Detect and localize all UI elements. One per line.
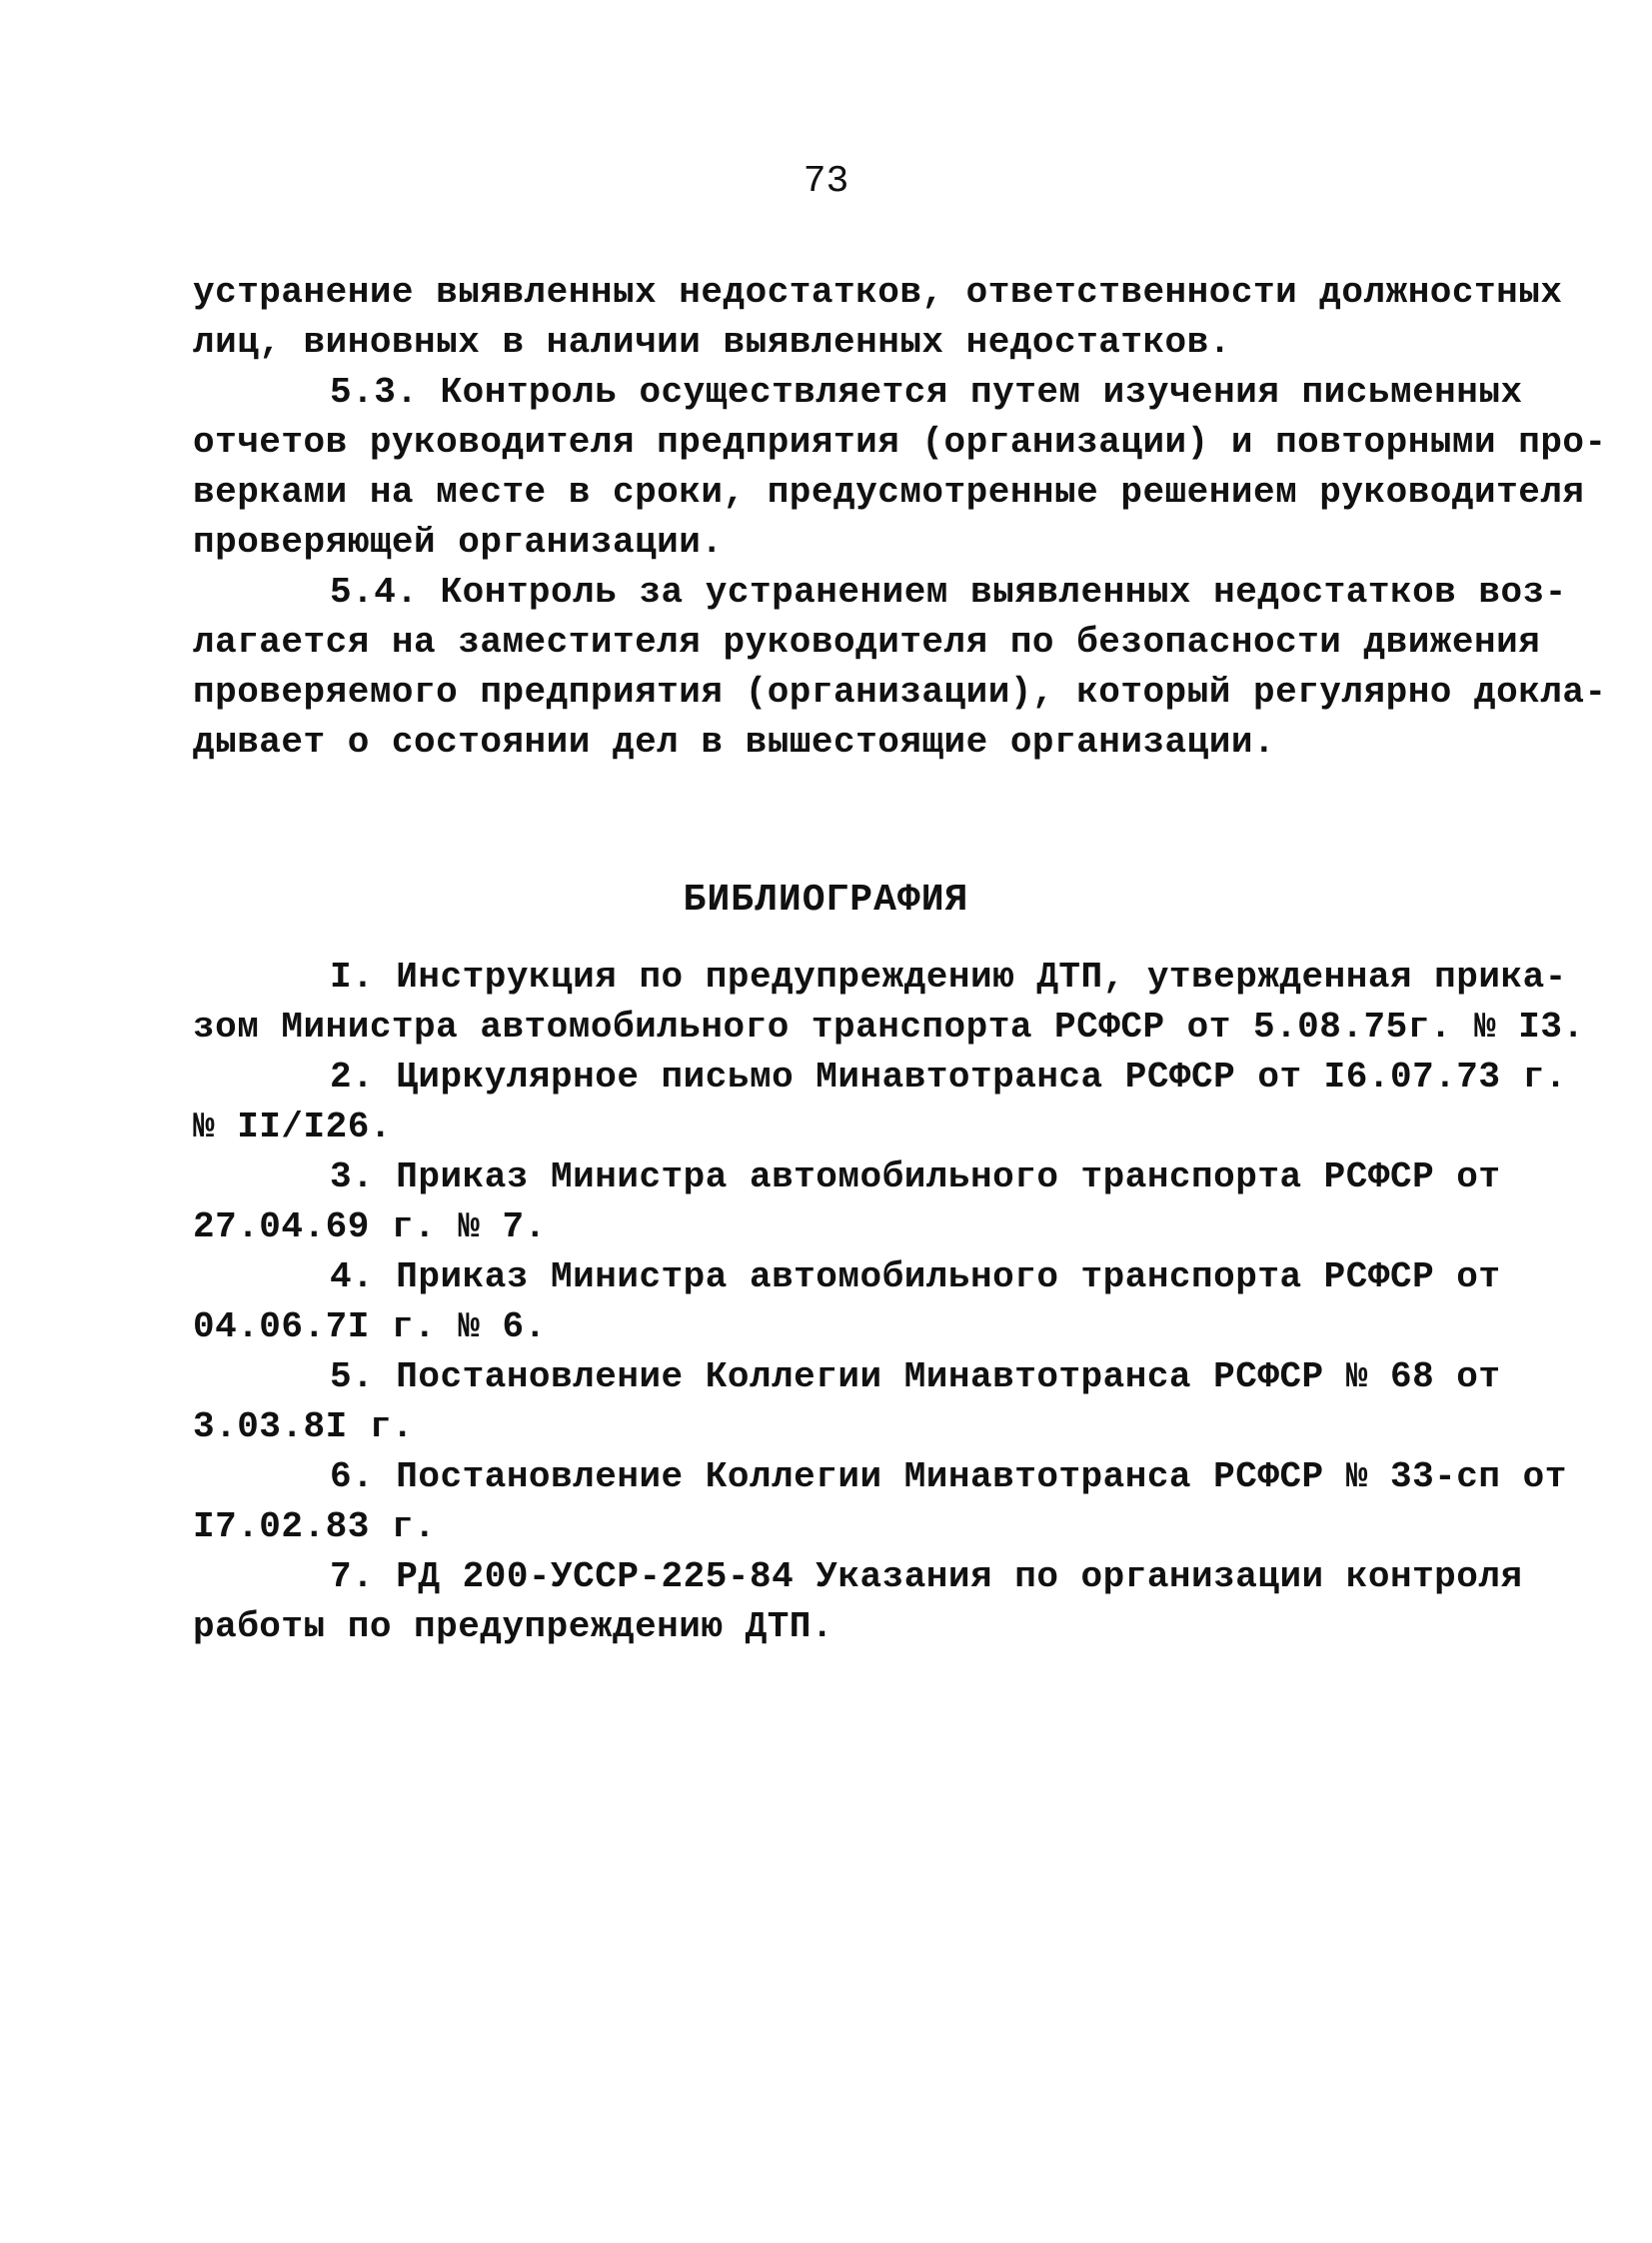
- section5-line-9: проверяемого предприятия (организации), который регулярно докла-: [193, 672, 1607, 713]
- bib-line-8: 04.06.7I г. № 6.: [193, 1306, 547, 1347]
- bibliography-title: БИБЛИОГРАФИЯ: [683, 879, 969, 922]
- bib-line-9: 5. Постановление Коллегии Минавтотранса РСФСР № 68 от: [330, 1356, 1501, 1397]
- bib-line-4: № II/I26.: [193, 1107, 392, 1147]
- section5-line-8: лагается на заместителя руководителя по безопасности движения: [193, 622, 1541, 663]
- section5-line-5: верками на месте в сроки, предусмотренные решением руководителя: [193, 472, 1585, 513]
- bib-line-2: зом Министра автомобильного транспорта РСФСР от 5.08.75г. № I3.: [193, 1007, 1585, 1048]
- bib-line-7: 4. Приказ Министра автомобильного транспорта РСФСР от: [330, 1256, 1501, 1297]
- bib-line-13: 7. РД 200-УССР-225-84 Указания по организации контроля: [330, 1556, 1523, 1597]
- section5-line-3: 5.3. Контроль осуществляется путем изучения письменных: [330, 372, 1523, 413]
- section5-line-6: проверяющей организации.: [193, 522, 724, 563]
- bib-line-14: работы по предупреждению ДТП.: [193, 1606, 834, 1647]
- bib-line-10: 3.03.8I г.: [193, 1406, 415, 1447]
- bib-line-11: 6. Постановление Коллегии Минавтотранса РСФСР № 33-сп от: [330, 1456, 1567, 1497]
- section5-line-1: устранение выявленных недостатков, ответственности должностных: [193, 272, 1563, 313]
- bib-line-5: 3. Приказ Министра автомобильного транспорта РСФСР от: [330, 1156, 1501, 1197]
- section5-line-4: отчетов руководителя предприятия (организации) и повторными про-: [193, 422, 1607, 463]
- bib-line-6: 27.04.69 г. № 7.: [193, 1206, 547, 1247]
- page-number: 73: [803, 160, 849, 203]
- bib-line-3: 2. Циркулярное письмо Минавтотранса РСФСР от I6.07.73 г.: [330, 1057, 1567, 1098]
- bib-line-12: I7.02.83 г.: [193, 1506, 437, 1547]
- section5-line-7: 5.4. Контроль за устранением выявленных недостатков воз-: [330, 572, 1567, 613]
- section5-line-10: дывает о состоянии дел в вышестоящие организации.: [193, 722, 1276, 763]
- bib-line-1: I. Инструкция по предупреждению ДТП, утвержденная прика-: [330, 957, 1567, 998]
- section5-line-2: лиц, виновных в наличии выявленных недостатков.: [193, 322, 1231, 363]
